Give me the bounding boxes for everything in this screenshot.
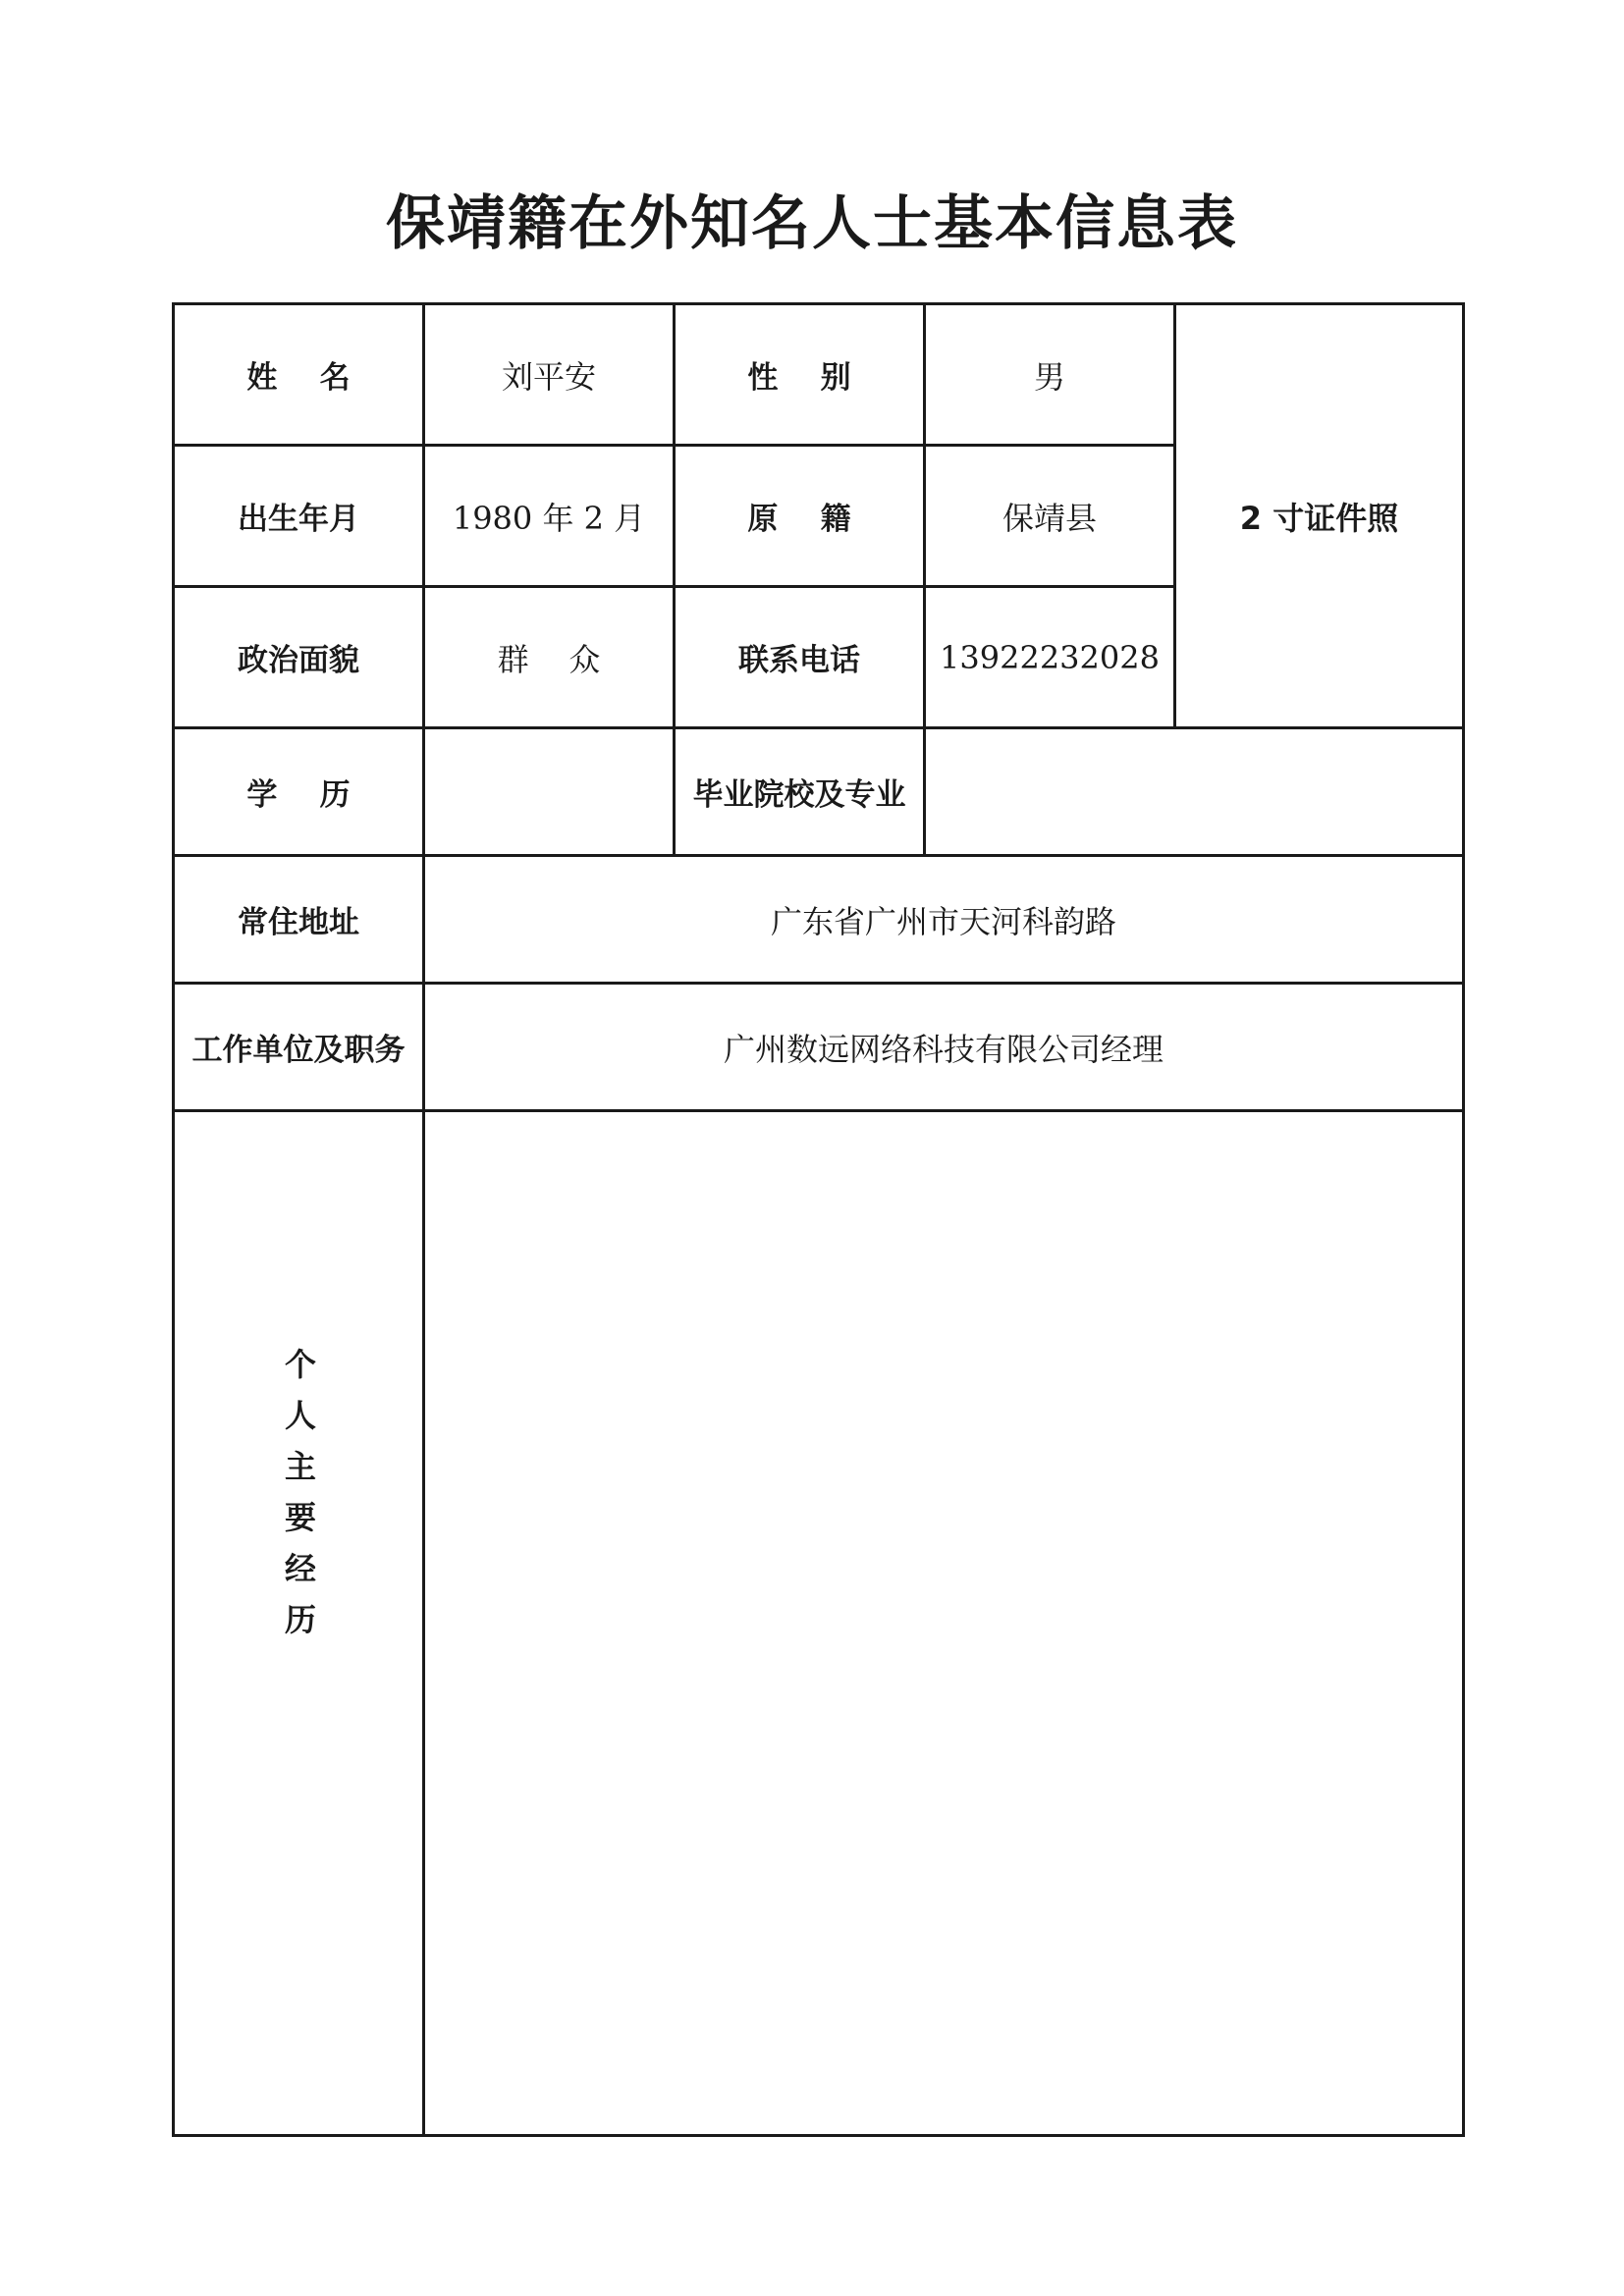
work-label: 工作单位及职务 [174,984,424,1111]
row-address [174,856,1464,984]
school-label: 毕业院校及专业 [675,728,925,856]
experience-label-cell [174,1111,424,2136]
row-name-gender [174,304,1464,446]
phone-label: 联系电话 [675,587,925,728]
row-education-school [174,728,1464,856]
education-value[interactable] [424,728,675,856]
address-value[interactable]: 广东省广州市天河科韵路 [424,856,1464,984]
name-label: 姓 名 [174,304,424,446]
gender-label: 性 别 [675,304,925,446]
work-value[interactable]: 广州数远网络科技有限公司经理 [424,984,1464,1111]
political-value[interactable]: 群 众 [424,587,675,728]
row-experience [174,1111,1464,2136]
page-title: 保靖籍在外知名人士基本信息表 [386,189,1238,258]
photo-label: 2 寸证件照 [1239,499,1399,537]
experience-label: 个人主要经历 [280,1348,317,1654]
address-label: 常住地址 [174,856,424,984]
origin-value[interactable]: 保靖县 [925,446,1175,587]
political-label: 政治面貌 [174,587,424,728]
origin-label: 原 籍 [675,446,925,587]
photo-box[interactable] [1175,304,1464,728]
info-form-table [172,302,1465,2137]
birth-label: 出生年月 [174,446,424,587]
education-label: 学 历 [174,728,424,856]
experience-value[interactable] [424,1111,1464,2136]
gender-value[interactable]: 男 [925,304,1175,446]
phone-value[interactable]: 13922232028 [925,587,1175,728]
birth-value[interactable]: 1980 年 2 月 [424,446,675,587]
row-work [174,984,1464,1111]
school-value[interactable] [925,728,1464,856]
name-value[interactable]: 刘平安 [424,304,675,446]
